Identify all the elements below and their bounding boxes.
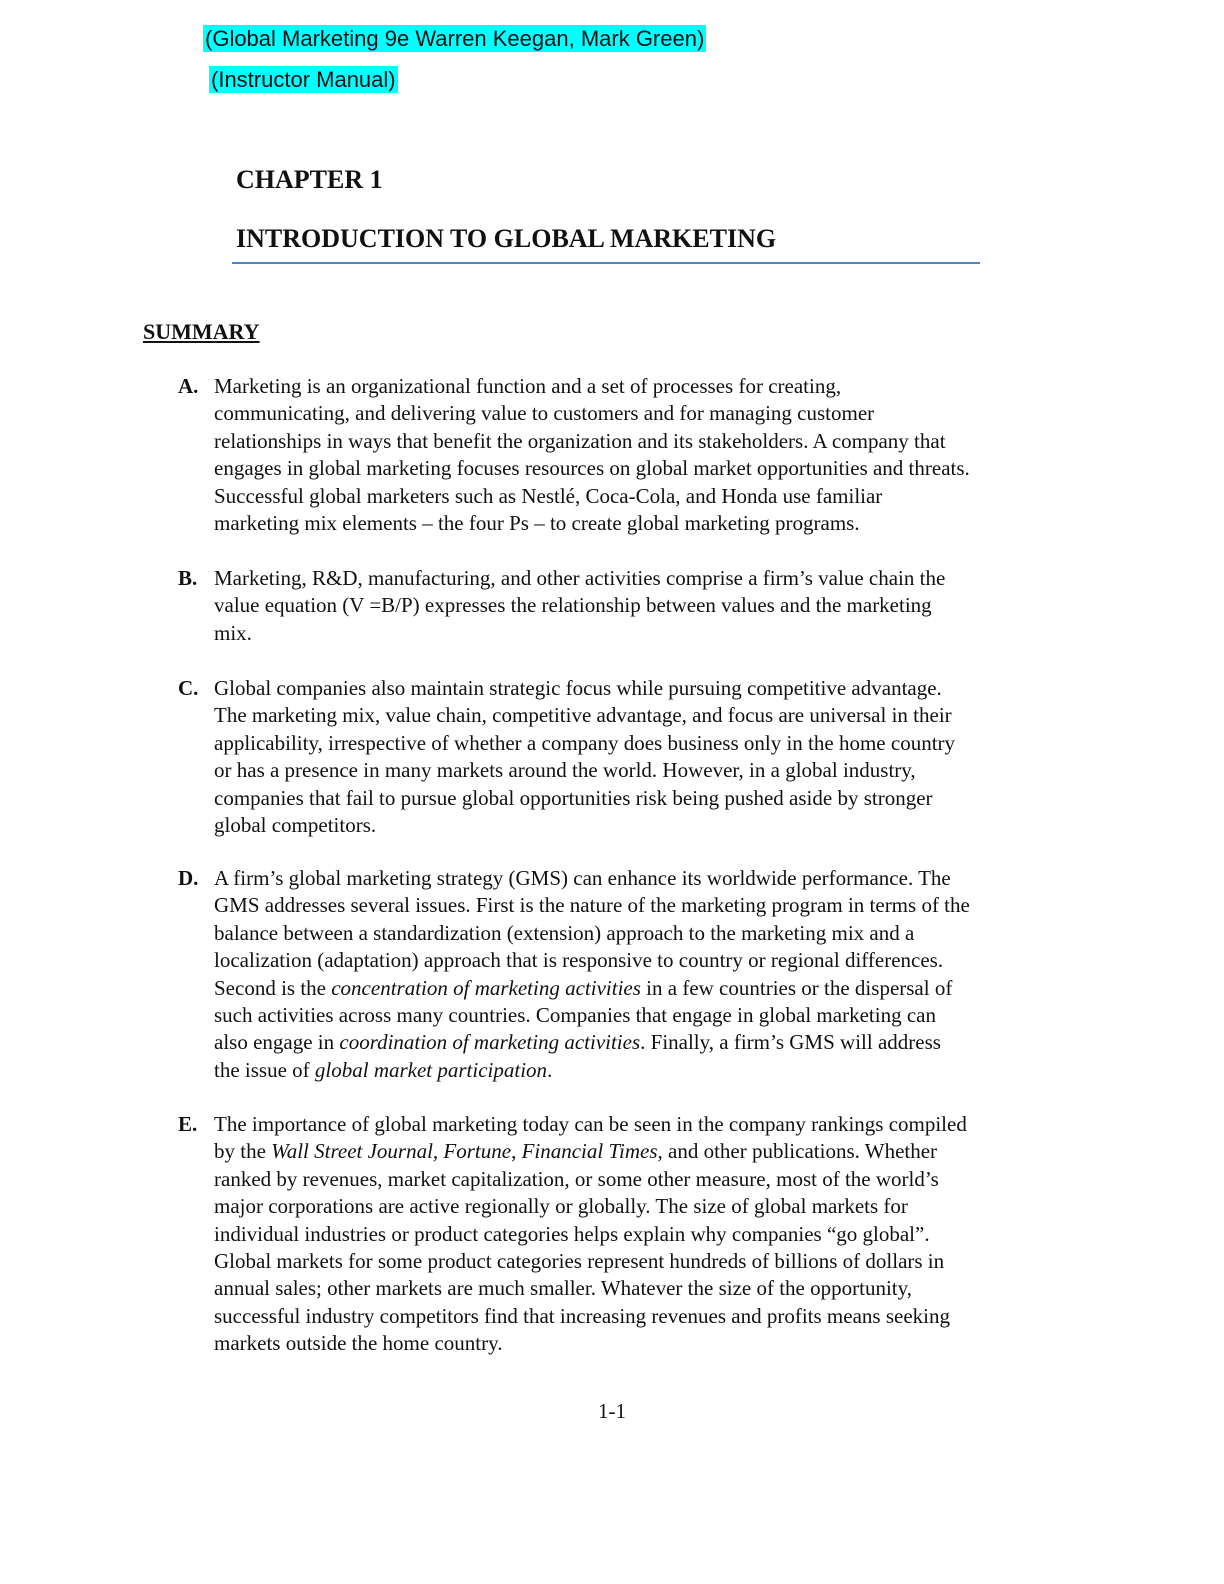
- text-run: or has a presence in many markets around the world. However, in a global industry,: [214, 758, 916, 783]
- text-line: [214, 702, 1078, 729]
- text-run: in a few countries or the dispersal of: [640, 975, 953, 1000]
- text-run: Marketing, R&D, manufacturing, and other activities comprise a firm’s value chain the: [214, 566, 946, 590]
- text-run: ,: [511, 1139, 522, 1164]
- item-letter: D.: [178, 866, 199, 890]
- item-body: [214, 1111, 1078, 1358]
- text-run: by the: [214, 1139, 272, 1164]
- text-line: [214, 1166, 1078, 1193]
- text-run: markets outside the home country.: [214, 1331, 503, 1356]
- summary-item-b: [178, 565, 1078, 647]
- text-run: such activities across many countries. Companies that engage in global marketing can: [214, 1003, 936, 1028]
- item-letter: B.: [178, 566, 198, 590]
- summary-item-d: [178, 865, 1078, 1084]
- text-run: also engage in: [214, 1030, 340, 1055]
- text-line: [214, 892, 1078, 919]
- text-line: [214, 812, 1078, 839]
- text-line: [214, 1330, 1078, 1357]
- text-line: [214, 1029, 1078, 1056]
- text-run: annual sales; other markets are much smaller. Whatever the size of the opportunity,: [214, 1276, 913, 1301]
- text-run: GMS addresses several issues. First is the nature of the marketing program in terms of the: [214, 893, 970, 918]
- text-line: [214, 865, 1078, 892]
- text-line: [214, 757, 1078, 784]
- text-line: [214, 428, 1078, 455]
- text-run: relationships in ways that benefit the organization and its stakeholders. A company that: [214, 428, 946, 453]
- chapter-number: CHAPTER 1: [236, 165, 383, 194]
- text-line: [214, 920, 1078, 947]
- instructor-manual-highlight: (Instructor Manual): [211, 67, 396, 92]
- text-run: The importance of global marketing today can be seen in the company rankings compiled: [214, 1112, 967, 1136]
- italic-text: coordination of marketing activities: [339, 1030, 641, 1055]
- text-run: Successful global marketers such as Nestlé, Coca-Cola, and Honda use familiar: [214, 483, 883, 508]
- text-run: companies that fail to pursue global opportunities risk being pushed aside by stronger: [214, 785, 933, 810]
- text-run: Global markets for some product categories represent hundreds of billions of dollars in: [214, 1249, 945, 1274]
- text-line: [214, 1221, 1078, 1248]
- text-line: [214, 483, 1078, 510]
- item-body: [214, 373, 1078, 537]
- text-run: engages in global marketing focuses resources on global market opportunities and threats.: [214, 456, 970, 481]
- text-run: and other publications. Whether: [662, 1139, 938, 1164]
- text-line: [214, 1303, 1078, 1330]
- summary-item-a: [178, 373, 1078, 537]
- text-run: .: [547, 1057, 553, 1082]
- item-letter: A.: [178, 374, 199, 398]
- text-line: [214, 947, 1078, 974]
- text-run: major corporations are active regionally or globally. The size of global markets for: [214, 1194, 908, 1219]
- text-line: [214, 1002, 1078, 1029]
- summary-heading: SUMMARY: [143, 319, 260, 344]
- title-underline-rule: [232, 262, 980, 264]
- text-run: communicating, and delivering value to customers and for managing customer: [214, 401, 875, 426]
- text-run: marketing mix elements – the four Ps – to create global marketing programs.: [214, 511, 860, 536]
- item-body: [214, 865, 1078, 1084]
- text-line: [214, 1275, 1078, 1302]
- book-title-highlight: (Global Marketing 9e Warren Keegan, Mark Green): [205, 26, 705, 51]
- text-line: [214, 455, 1078, 482]
- text-run: balance between a standardization (extension) approach to the marketing mix and a: [214, 920, 915, 945]
- page-number: 1-1: [598, 1399, 626, 1423]
- italic-text: Wall Street Journal, Fortune: [271, 1139, 512, 1164]
- text-run: successful industry competitors find that increasing revenues and profits means seeking: [214, 1303, 950, 1328]
- text-line: [214, 730, 1078, 757]
- text-line: [214, 1248, 1078, 1275]
- text-run: individual industries or product categories helps explain why companies “go global”.: [214, 1221, 930, 1246]
- italic-text: global market participation: [314, 1057, 548, 1082]
- text-line: [214, 510, 1078, 537]
- text-line: [214, 565, 1078, 592]
- text-run: mix.: [214, 620, 252, 645]
- text-run: . Finally, a firm’s GMS will address: [640, 1030, 941, 1055]
- text-run: value equation (V =B/P) expresses the relationship between values and the marketing: [214, 593, 932, 618]
- text-run: Marketing is an organizational function and a set of processes for creating,: [214, 374, 842, 398]
- text-line: [214, 373, 1078, 400]
- italic-text: concentration of marketing activities: [331, 975, 641, 1000]
- item-letter: C.: [178, 676, 199, 700]
- text-run: Global companies also maintain strategic focus while pursuing competitive advantage.: [214, 676, 942, 700]
- text-run: applicability, irrespective of whether a company does business only in the home country: [214, 730, 956, 755]
- text-line: [214, 1138, 1078, 1165]
- text-line: [214, 785, 1078, 812]
- italic-text: Financial Times,: [521, 1139, 663, 1164]
- text-line: [214, 592, 1078, 619]
- text-line: [214, 675, 1078, 702]
- text-run: A firm’s global marketing strategy (GMS) can enhance its worldwide performance. The: [214, 866, 951, 890]
- summary-item-e: [178, 1111, 1078, 1358]
- text-line: [214, 1193, 1078, 1220]
- text-line: [214, 1057, 1078, 1084]
- item-body: [214, 675, 1078, 839]
- summary-item-c: [178, 675, 1078, 839]
- text-run: global competitors.: [214, 813, 377, 838]
- text-run: localization (adaptation) approach that is responsive to country or regional differences.: [214, 948, 944, 973]
- item-letter: E.: [178, 1112, 198, 1136]
- text-run: The marketing mix, value chain, competitive advantage, and focus are universal in their: [214, 703, 952, 728]
- text-run: Second is the: [214, 975, 332, 1000]
- text-run: ranked by revenues, market capitalization, or some other measure, most of the world’s: [214, 1166, 939, 1191]
- text-run: the issue of: [214, 1057, 315, 1082]
- text-line: [214, 620, 1078, 647]
- text-line: [214, 1111, 1078, 1138]
- chapter-title: INTRODUCTION TO GLOBAL MARKETING: [236, 224, 777, 253]
- text-line: [214, 400, 1078, 427]
- text-line: [214, 975, 1078, 1002]
- item-body: [214, 565, 1078, 647]
